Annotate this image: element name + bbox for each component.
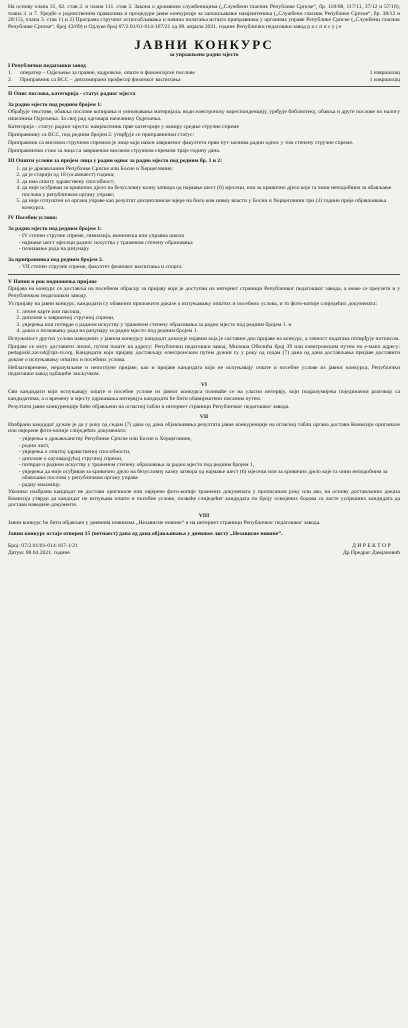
list-item: 1. личне карте или пасоша, <box>22 309 400 316</box>
publication-text: Јавни конкурс ће бити објављен у дневним новинама „Независне новине“ и на интернет страници Републичког педагошког завода. <box>8 520 321 526</box>
application-form-text: Пријава на конкурс се доставља на посебном обрасцу за пријаву који је доступан на интернет страници Републичког педагошког завода, а може се преузети и у Републичком педагошком заводу. <box>8 286 400 299</box>
list-item: - дипломе о одговарајућој стручној спреми, <box>22 456 400 463</box>
selected-candidate-text: Изабрани кандидат дужан је да у року од седам (7) дана од дана објављивања резултата јавне конкуренције на огласној табли органа достави Комисији оригинале или овјерене фото-копије слиједећих докумената: <box>8 421 400 434</box>
section-8-heading: VIII <box>198 512 210 519</box>
special-2-list <box>8 264 400 271</box>
interview-text: Сви кандидати који испуњавају опште и посебне услове из јавног конкурса позиваће се на уласни интервју, који подразумијева појединачни разговор са кандидатима, а о времену и мјесту одржавања интервјуа кандидати ће бити обавијештени писаним путем. <box>8 389 400 402</box>
list-item: - VII степен стручне спреме, факултет физичког васпитања и спорта <box>22 264 400 271</box>
list-item: 3. увјерења или потврде о радном искуству у траженом степену образовања за радно мјесто под редним бројем 1. и <box>22 322 400 329</box>
deadline-text: Јавни конкурс остаје отворен 15 (петнаест) дана од дана објављивања у дневном листу „Независне новине“. <box>8 530 283 537</box>
position-row <box>8 77 400 84</box>
position-number: 1. <box>8 70 13 76</box>
position-2-description: Приправник са високом стручном спремом је лице које након завршеног факултета први пут заснива радни однос у том степену стручне спреме. <box>8 139 354 146</box>
document-subtitle: за упражњено радно мјесто <box>169 52 239 58</box>
position-count: 1 извршилац <box>369 76 400 83</box>
signatory <box>343 543 400 557</box>
section-1-heading: I Републички педагошки завод <box>8 62 86 69</box>
special-2-heading: За приправника под редним бројем 2. <box>8 256 104 263</box>
list-item: 3. да има општу здравствену способност; <box>22 179 400 186</box>
list-item: - родни лист, <box>22 443 400 450</box>
list-item: - најмање шест мјесеци радног искуства у траженом степену образовања <box>22 240 400 247</box>
rejection-text: Неблаговремене, неразумљиве и непотпуне пријаве, као и пријаве кандидата који не испуњавају опште и посебне услове из јавног конкурса, Републички педагошки завод одбациће закључком. <box>8 364 400 377</box>
list-item: - познавање рада на рачунару <box>22 246 400 253</box>
results-text: Резултати јавне конкуренције биће објављени на огласној табли и интернет страници Републичког педагошког завода. <box>8 403 290 410</box>
list-item: - увјерења о општој здравственој способности, <box>22 449 400 456</box>
position-1-category: Категорија - статус радног мјеста: намјештеник прве категорије у оквиру средње стручне спреме <box>8 123 239 130</box>
signatory-name: Др Предраг Дамјановић <box>342 550 400 556</box>
list-item: - увјерења о држављанству Републике Српске или Босне и Херцеговине, <box>22 436 400 443</box>
list-item: - радну књижицу. <box>22 482 400 489</box>
general-conditions-list <box>8 166 400 212</box>
list-item: - IV степен стручне спреме, гимназија, економска или управна школа <box>22 233 400 240</box>
position-2-stage: Приправнички стаж за лица са завршеном високом стручном спремом траје годину дана. <box>8 147 221 154</box>
document-page <box>8 4 400 1020</box>
list-item: - увјерења да није осуђиван за кривично дјело на безусловну казну затвора од најмање шест (6) мјесеци или за кривично дјело које га чини неподобним за обављање послова у републичком органу управе <box>22 469 400 482</box>
positions-list <box>8 70 400 83</box>
list-item: 4. доказ о познавању рада на рачунару за радно мјесто под редним бројем 1. <box>22 328 400 335</box>
document-title: ЈАВНИ КОНКУРС <box>134 37 274 52</box>
list-item: 5. да није отпуштен из органа управе као резултат дисциплинске мјере на било ком нивоу власти у Босни и Херцеговини три (3) године прије објављивања конкурса. <box>22 198 400 211</box>
signatory-role: Д И Р Е К Т О Р <box>352 543 391 549</box>
signature-block <box>8 543 400 557</box>
list-item: 4. да није осуђиван за кривично дјело на безусловну казну затвора од најмање шест (6) мјесеци, или за кривично дјело које га чини неподобним за обављање послова у републичком органу управе; <box>22 185 400 198</box>
list-item: 1. да је држављанин Републике Српске или Босне и Херцеговине; <box>22 166 400 173</box>
required-documents-list <box>8 436 400 488</box>
section-6-heading: VI <box>200 381 208 388</box>
list-item: 2. да је старији од 18 (осамнаест) година; <box>22 172 400 179</box>
special-1-heading: За радно мјесто под редним бројем 1: <box>8 225 102 232</box>
position-2-intro: Приправнику са ВСС, под редним бројем 2. утврђује се приправнички статус: <box>8 131 195 138</box>
list-item: - потврде о радном искуству у траженом степену образовања за радно мјесто под редним бројем 1, <box>22 462 400 469</box>
statement-text: Испуњеност других услова наведених у јавном конкурсу кандидат доказује изјавом која је саставни дио пријаве на конкурс, а тачност података потврђује потписом. <box>8 335 400 342</box>
documents-list <box>8 309 400 335</box>
document-number: Број: 07/2.01/01-614-167-1/21 <box>8 543 78 549</box>
list-item: 2. дипломе о завршеној стручној спреми, <box>22 315 400 322</box>
preamble: На основу члана 31, 62. став 2. и члана 111. став 3. Закона о државним службеницима („Службени гласник Републике Српске“, бр. 118/08, 117/11, 37/12 и 57/16), члана 3. и 7. Уредбе о јединственим правилима и процедури јавне конкурсије за запошљавање намјештеника („Службени гласник Републике Српске“, бр. 38/12 и 20/15), члана 3. став 1) и 2) Програма стручног оспособљавања и начина полагања испита приправника у органима управе Републике Српске („Службени гласник Републике Српске“, број 43/09) и Одлуке број 07/2.01/01-614-167/21 од 08. априла 2021. године Републички педагошки завод р а с п и с у ј е <box>8 4 400 30</box>
submission-text: Пријаве се могу доставити лично, путем поште на адресу: Републички педагошки завод, Милоша Обилића број 39 или електронским путем на е-маил адресу: pedagoski.zavod@rpz-rs.org. Кандидати који пријаву достављају електронским путем дужни су у року од седам (7) дана од дана достављања пријаве доставити доказе о испуњавању општих и посебних услова. <box>8 343 400 363</box>
document-reference <box>8 543 78 557</box>
section-3-heading: III Општи услови за пријем лица у радни однос за радно мјесто под редним бр. 1 и 2: <box>8 158 223 164</box>
position-count: 1 извршилац <box>369 70 400 76</box>
position-1-heading: За радно мјесто под редним бројем 1: <box>8 101 102 108</box>
special-1-list <box>8 233 400 253</box>
position-title: Приправник са ВСС – дипломирани професор физичког васпитања <box>20 76 181 83</box>
position-number: 2. <box>8 76 13 83</box>
position-1-description: Обрађује текстове, обавља послове копирања и умножавања материјала, води електронску кореспонденцију, уређује библиотеку, обавља и друге послове по налогу начелника Одјељења. За свој рад одговара начелнику Одјељења. <box>8 109 400 122</box>
position-title: оператер – Одјељење за правне, кадровске, опште и финансијске послове <box>20 70 195 76</box>
section-5-heading: V Начин и рок подношења пријаве <box>8 278 97 285</box>
divider <box>8 86 400 87</box>
documents-intro: Уз пријаву на јавни конкурс, кандидати су обавезни приложити доказе о испуњавању општих и посебних услова, и то фото-копије слиједећих докумената: <box>8 300 377 307</box>
section-7-heading: VII <box>199 414 209 420</box>
section-2-heading: II Опис послова, категорија - статус радног мјеста <box>8 91 136 97</box>
section-4-heading: IV Посебни услови: <box>8 215 58 221</box>
failure-text: Уколико изабрани кандидат не достави оригинале или овјерене фото-копије тражених докумената у прописаном року или ако, на основу достављених доказа Комисија утврди да кандидат не испуњава опште и посебне услове, позваће слиједећег кандидата по броју освојених бодова са листе успјешних кандидата да достави наведене документе. <box>8 489 400 508</box>
document-date: Датум: 08.04.2021. године <box>8 550 70 556</box>
divider <box>8 274 400 275</box>
